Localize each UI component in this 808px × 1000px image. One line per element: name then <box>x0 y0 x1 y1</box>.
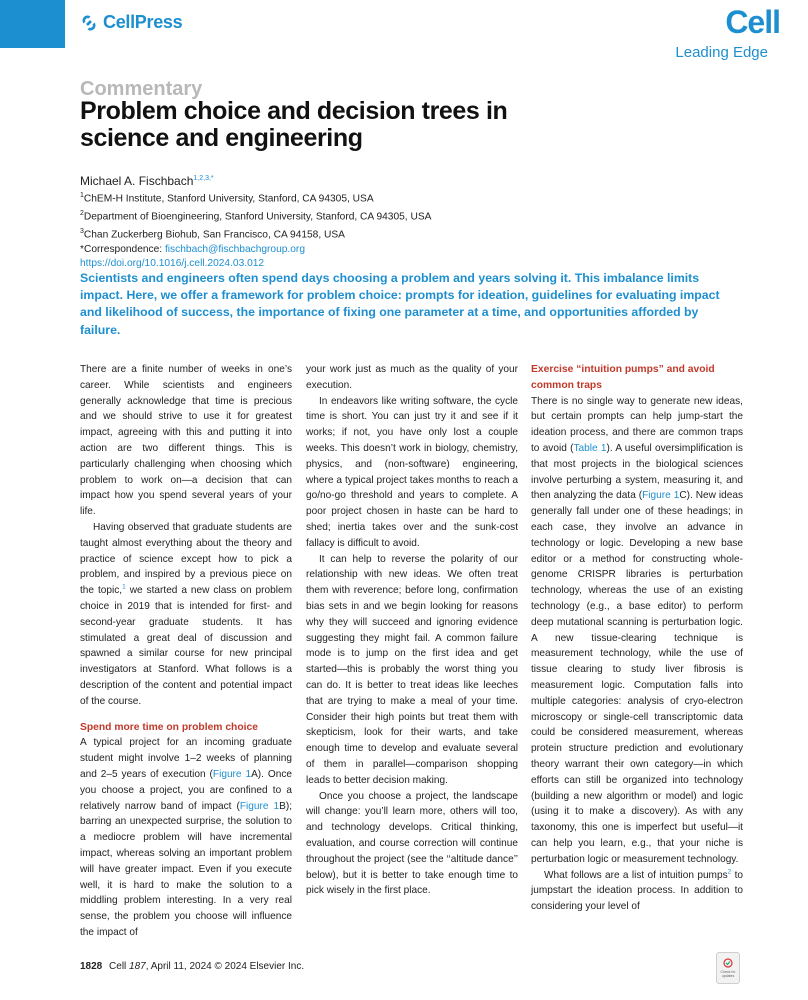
article-type: Commentary <box>80 78 203 100</box>
affiliation-mark: 1 <box>80 192 84 199</box>
figure-1-link[interactable]: Figure 1 <box>212 768 252 780</box>
cell-journal-logo[interactable]: Cell <box>725 4 780 40</box>
text-run: we started a new class on problem choice in 2019 that is intended for first- and second-year graduate students. It has stimulated a great deal of discussion and spawned a similar course for new principal investigators at Stanford. What follows is a description of the content and potential impact of the course. <box>80 585 293 707</box>
text-run: A). Once you choose a project, you are confined to a relatively narrow band of impact ( <box>80 768 292 812</box>
abstract: Scientists and engineers often spend days choosing a problem and years solving it. This imbalance limits impact. Here, we offer a framework for problem choice: prompts for ideation, guidelines for evaluating impact and likelihood of success, the importance of fixing one parameter at a time, and opportunities afforded by failure. <box>80 271 720 337</box>
article-title: Problem choice and decision trees in science and engineering <box>80 97 508 152</box>
body-column-1 <box>80 362 292 941</box>
paragraph <box>80 735 292 940</box>
text-run: to jumpstart the ideation process. In addition to considering your level of <box>531 869 743 913</box>
affiliation <box>80 207 431 225</box>
section-label: Leading Edge <box>675 44 768 61</box>
table-1-link[interactable]: Table 1 <box>573 442 607 454</box>
text-run: What follows are a list of intuition pumps <box>544 869 728 881</box>
footer-citation: , April 11, 2024 © 2024 Elsevier Inc. <box>145 961 305 972</box>
footer-journal: Cell <box>109 961 127 972</box>
affiliation-text: Chan Zuckerberg Biohub, San Francisco, CA 94158, USA <box>83 229 345 241</box>
check-for-updates-text: Check for updates <box>720 970 736 978</box>
brand-color-tab <box>0 0 65 48</box>
cellpress-logo-text: CellPress <box>103 12 183 32</box>
body-column-2 <box>306 362 518 899</box>
section-heading: Spend more time on problem choice <box>80 721 258 733</box>
affiliation-mark: 3 <box>80 227 84 235</box>
affiliation-text: Department of Bioengineering, Stanford University, Stanford, CA 94305, USA <box>83 211 432 223</box>
affiliation <box>80 189 431 207</box>
check-for-updates-badge[interactable] <box>716 952 740 984</box>
paragraph <box>531 394 743 868</box>
affiliation <box>80 225 431 243</box>
paragraph: In endeavors like writing software, the cycle time is short. You can just try it and see if it works; if not, you have only lost a couple weeks. This doesn’t work in biology, chemistry, physics, and (non-software) engineering, where a typical project takes months to reach a go/no-go threshold and years to complete. A poor project chosen in haste can be hard to shed; inertia takes over and the sunk-cost fallacy is difficult to avoid. <box>306 395 518 549</box>
text-run: ). A useful oversimplification is that most projects in the biological sciences involve perturbing a system, measuring it, and then analyzing the data ( <box>531 442 743 502</box>
author-affiliation-marks: 1,2,3,* <box>193 175 214 182</box>
text-run: C). New ideas generally fall under one of these headings; in each case, they involve an advance in technology or logic. Developing a new base editor or a method for constructing whole-genome CRISPR libraries is perturbation technology, whereas the use of an existing technology (e.g., a base editor) to perform deep mutational scanning is perturbation logic. A new tissue-clearing technique is measurement technology, while the use of tissue clearing to study liver fibrosis is measurement logic. Computation falls into multiple categories: analysis of cryo-electron microscopy or single-cell transcriptomic data could be considered measurement, whereas protein structure prediction and evolutionary theory warrant their own category—in which efforts can still be organized into technology (building a new algorithm or model) and logic (using it to make a discovery). As with any taxonomy, this one is imperfect but useful—it can help you learn, e.g., that your niche is perturbation logic or measurement technology. <box>531 490 744 865</box>
paragraph: your work just as much as the quality of your execution. <box>306 364 518 391</box>
paragraph: Once you choose a project, the landscape will change: you’ll learn more, others will too, and technology develops. Critical thinking, evaluation, and course correction will continue throughout the project (see the ‘‘altitude dance’’ below), but it is better to take enough time to pick wisely in the first place. <box>306 790 518 897</box>
text-run: A typical project for an incoming graduate student might involve 1–2 weeks of planning and 2–5 years of execution ( <box>80 737 292 780</box>
correspondence-label: *Correspondence: <box>80 243 165 255</box>
paragraph: It can help to reverse the polarity of our relationship with new ideas. We often treat them with reverence; before long, confirmation bias sets in and we begin looking for reasons why they will succeed and ignoring evidence suggesting they might fail. A common failure mode is to jump on the first idea and get started—this is probably the worst thing you can do. It is better to treat ideas like leeches that are trying to make a meal of your time. Consider their high points but treat them with skepticism, look for their warts, and take enough time to develop and evaluate several of them in parallel—comparison shopping leads to better decision making. <box>306 553 518 786</box>
author-line <box>80 171 431 189</box>
figure-1-link[interactable]: Figure 1 <box>642 490 680 502</box>
bookmark-icon <box>723 958 733 970</box>
affiliation-text: ChEM-H Institute, Stanford University, Stanford, CA 94305, USA <box>83 193 374 205</box>
author-name: Michael A. Fischbach <box>80 174 194 188</box>
correspondence <box>80 243 431 258</box>
body-column-3 <box>531 362 743 915</box>
page-number: 1828 <box>80 961 103 972</box>
section-heading: Exercise “intuition pumps” and avoid common traps <box>531 364 715 391</box>
paragraph: There are a finite number of weeks in one’s career. While scientists and engineers generally acknowledge that time is precious and we should strive to use it for greatest impact, agreeing with this and putting it into action are two different things. This is particularly challenging when choosing which problem to work on—a decision that can impact how you spend several years of your life. <box>80 364 292 518</box>
affiliation-mark: 2 <box>80 209 84 217</box>
doi-link[interactable]: https://doi.org/10.1016/j.cell.2024.03.012 <box>80 258 265 270</box>
figure-1-link[interactable]: Figure 1 <box>239 800 280 812</box>
reference-1-link[interactable]: 1 <box>122 583 126 591</box>
correspondence-email-link[interactable]: fischbach@fischbachgroup.org <box>164 243 305 255</box>
footer-volume: 187 <box>129 961 146 972</box>
reference-2-link[interactable]: 2 <box>727 868 732 876</box>
cellpress-logo-icon <box>80 14 98 32</box>
page-footer <box>80 961 304 972</box>
text-run: Having observed that graduate students are taught almost everything about the theory and practice of science except how to pick a problem, and inspired by a previous piece on the topic, <box>80 521 292 597</box>
paragraph <box>531 868 743 915</box>
author-block <box>80 171 431 272</box>
paragraph <box>80 520 292 710</box>
text-run: There is no single way to generate new ideas, but certain prompts can help jump-start the ideation process, and there are common traps to avoid ( <box>531 395 743 454</box>
cellpress-logo[interactable] <box>80 12 182 33</box>
text-run: B); barring an unexpected surprise, the solution to a mediocre problem will have incremental impact, whereas solving an important problem will have greater impact. Even if you execute well, it is hard to make the solution to a middling problem interesting. In a very real sense, the problem you choose will influence the impact of <box>80 800 292 938</box>
